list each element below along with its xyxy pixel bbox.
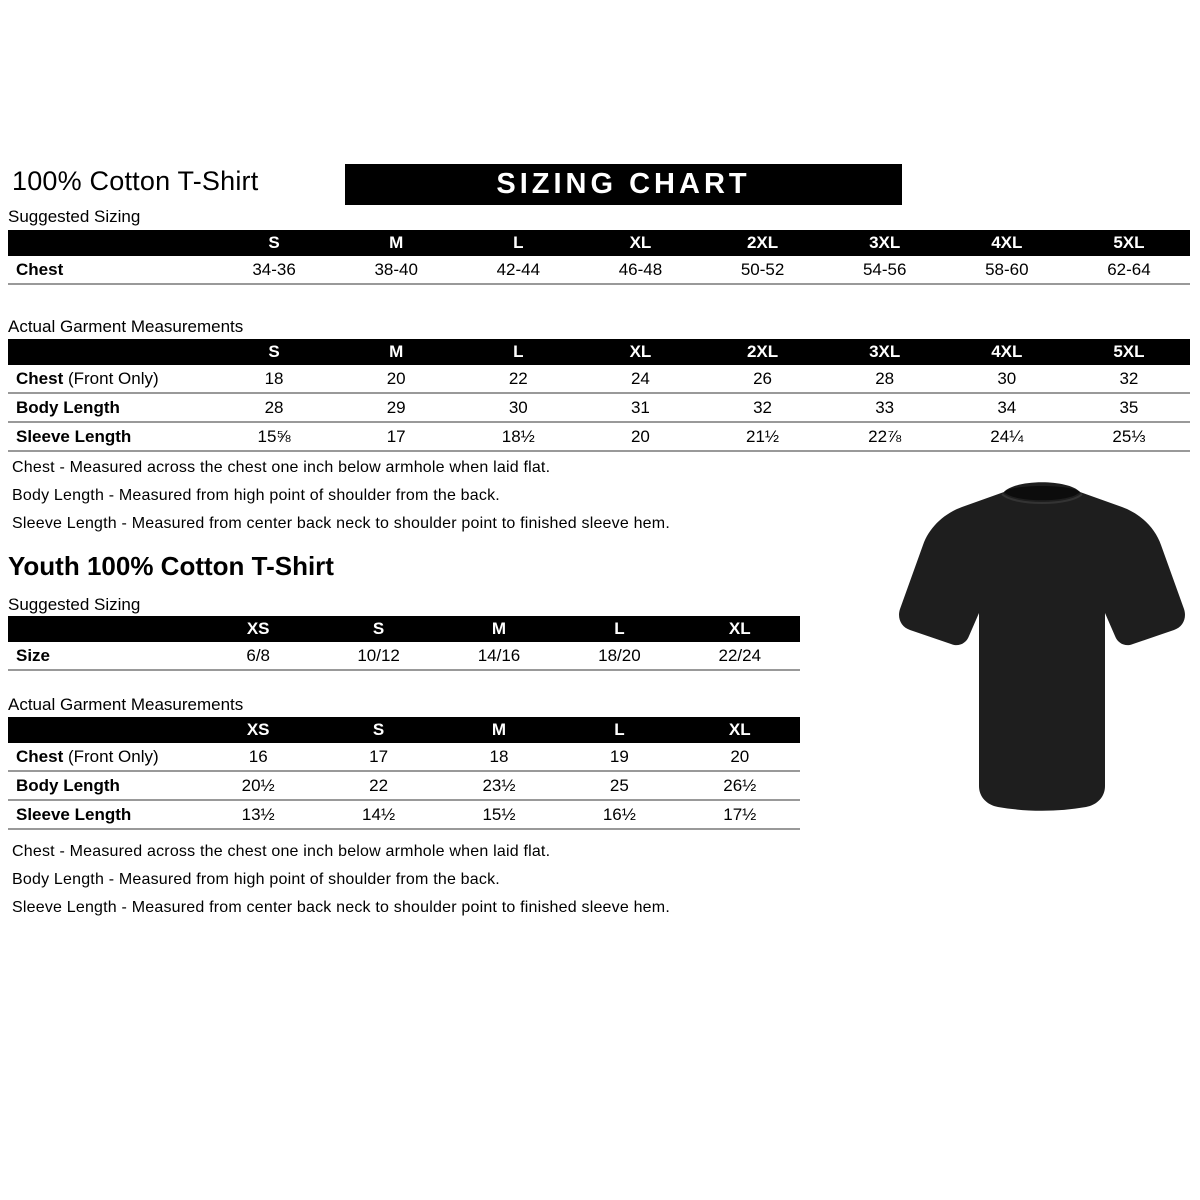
size-value: 19 [609, 746, 629, 766]
table-row [8, 256, 1190, 285]
youth-suggested-size-table [8, 616, 800, 671]
size-header: 4XL [991, 233, 1023, 252]
size-value: 28 [875, 368, 895, 388]
note-line: Body Length - Measured from high point of shoulder from the back. [12, 871, 500, 888]
size-value: 22/24 [718, 645, 762, 665]
size-value: 22⅞ [868, 426, 902, 446]
sizing-chart-banner: SIZING CHART [345, 164, 902, 205]
size-header: S [268, 233, 280, 252]
adult-suggested-size-table [8, 230, 1190, 285]
size-header: XL [728, 720, 751, 739]
size-header: XS [246, 619, 270, 638]
size-value: 58-60 [985, 259, 1029, 279]
size-value: 14½ [362, 804, 396, 824]
table-row [8, 642, 800, 671]
note-line: Sleeve Length - Measured from center back neck to shoulder point to finished sleeve hem. [12, 515, 670, 532]
note-line: Chest - Measured across the chest one inch below armhole when laid flat. [12, 459, 551, 476]
size-value: 18 [489, 746, 509, 766]
size-value: 24 [630, 368, 650, 388]
size-value: 32 [753, 397, 773, 417]
size-value: 10/12 [357, 645, 400, 665]
actual-measurements-heading-adult: Actual Garment Measurements [8, 317, 244, 336]
row-label-suffix: (Front Only) [63, 368, 159, 388]
size-header: S [372, 619, 385, 638]
size-header: L [614, 720, 625, 739]
size-value: 17½ [723, 804, 757, 824]
size-header: 2XL [746, 233, 779, 252]
size-header: XL [629, 233, 652, 252]
size-value: 26½ [723, 775, 757, 795]
table-row [8, 801, 800, 830]
size-value: 29 [386, 397, 406, 417]
size-value: 13½ [241, 804, 275, 824]
row-label [8, 747, 198, 767]
size-header: 5XL [1113, 233, 1145, 252]
suggested-sizing-heading-youth: Suggested Sizing [8, 595, 141, 614]
size-value: 23½ [482, 775, 516, 795]
size-value: 38-40 [374, 259, 418, 279]
size-value: 34 [997, 397, 1017, 417]
size-value: 18/20 [598, 645, 641, 665]
size-header: M [491, 619, 507, 638]
size-value: 20½ [241, 775, 275, 795]
size-value: 18 [264, 368, 284, 388]
size-value: 15½ [482, 804, 516, 824]
row-label: Sleeve Length [16, 804, 132, 824]
size-value: 26 [753, 368, 773, 388]
size-header: 4XL [991, 342, 1023, 361]
size-header: L [614, 619, 625, 638]
size-value: 34-36 [252, 259, 296, 279]
table-row [8, 423, 1190, 452]
note-line: Chest - Measured across the chest one inch below armhole when laid flat. [12, 843, 551, 860]
size-value: 6/8 [246, 645, 271, 665]
size-value: 25 [609, 775, 629, 795]
size-value: 22 [508, 368, 528, 388]
size-value: 20 [386, 368, 406, 388]
size-value: 28 [264, 397, 284, 417]
row-label: Body Length [16, 397, 120, 417]
size-value: 35 [1119, 397, 1139, 417]
size-value: 31 [630, 397, 650, 417]
row-label-suffix: (Front Only) [63, 746, 159, 766]
adult-actual-size-table [8, 339, 1190, 452]
size-header: S [372, 720, 385, 739]
note-line: Sleeve Length - Measured from center back neck to shoulder point to finished sleeve hem. [12, 899, 670, 916]
size-header: M [389, 342, 404, 361]
size-header: 3XL [869, 342, 901, 361]
size-value: 20 [730, 746, 750, 766]
measurement-notes-youth [12, 843, 670, 927]
size-value: 22 [369, 775, 389, 795]
size-value: 46-48 [618, 259, 663, 279]
size-value: 33 [875, 397, 895, 417]
size-value: 17 [386, 426, 406, 446]
tshirt-silhouette [899, 482, 1185, 811]
size-value: 16½ [602, 804, 636, 824]
youth-title: Youth 100% Cotton T-Shirt [8, 551, 334, 581]
size-value: 24¼ [990, 426, 1024, 446]
size-value: 42-44 [496, 259, 541, 279]
size-header: XS [246, 720, 270, 739]
measurement-notes-adult [12, 459, 670, 543]
row-label: Body Length [16, 775, 120, 795]
size-header: L [513, 233, 524, 252]
size-value: 62-64 [1107, 259, 1151, 279]
table-row [8, 365, 1190, 394]
row-label: Chest [16, 259, 64, 279]
size-value: 54-56 [862, 259, 907, 279]
black-tshirt-image [896, 472, 1188, 820]
size-value: 16 [248, 746, 268, 766]
table-row [8, 743, 800, 772]
size-value: 25⅓ [1112, 426, 1146, 446]
size-value: 17 [369, 746, 389, 766]
size-header: XL [629, 342, 652, 361]
row-label [8, 369, 213, 389]
size-header: 2XL [746, 342, 779, 361]
table-header-row [8, 616, 800, 642]
size-header: S [268, 342, 280, 361]
size-value: 21½ [746, 426, 780, 446]
row-label-text: Chest [16, 368, 64, 388]
table-header-row [8, 339, 1190, 365]
row-label: Sleeve Length [16, 426, 132, 446]
row-label-text: Chest [16, 746, 64, 766]
table-row [8, 394, 1190, 423]
row-label: Size [16, 645, 51, 665]
suggested-sizing-heading-adult: Suggested Sizing [8, 207, 141, 226]
size-header: 3XL [869, 233, 901, 252]
table-header-row [8, 230, 1190, 256]
size-value: 18½ [501, 426, 535, 446]
page-title: 100% Cotton T-Shirt [12, 166, 259, 196]
size-value: 14/16 [477, 645, 521, 665]
table-row [8, 772, 800, 801]
size-value: 20 [630, 426, 650, 446]
size-value: 50-52 [740, 259, 785, 279]
size-header: L [513, 342, 524, 361]
size-value: 30 [997, 368, 1017, 388]
youth-actual-size-table [8, 717, 800, 830]
actual-measurements-heading-youth: Actual Garment Measurements [8, 695, 244, 714]
size-header: M [389, 233, 404, 252]
size-header: XL [728, 619, 751, 638]
size-header: 5XL [1113, 342, 1145, 361]
note-line: Body Length - Measured from high point of shoulder from the back. [12, 487, 500, 504]
size-value: 30 [508, 397, 528, 417]
size-header: M [491, 720, 507, 739]
size-value: 32 [1119, 368, 1139, 388]
size-value: 15⅝ [257, 426, 291, 446]
table-header-row [8, 717, 800, 743]
